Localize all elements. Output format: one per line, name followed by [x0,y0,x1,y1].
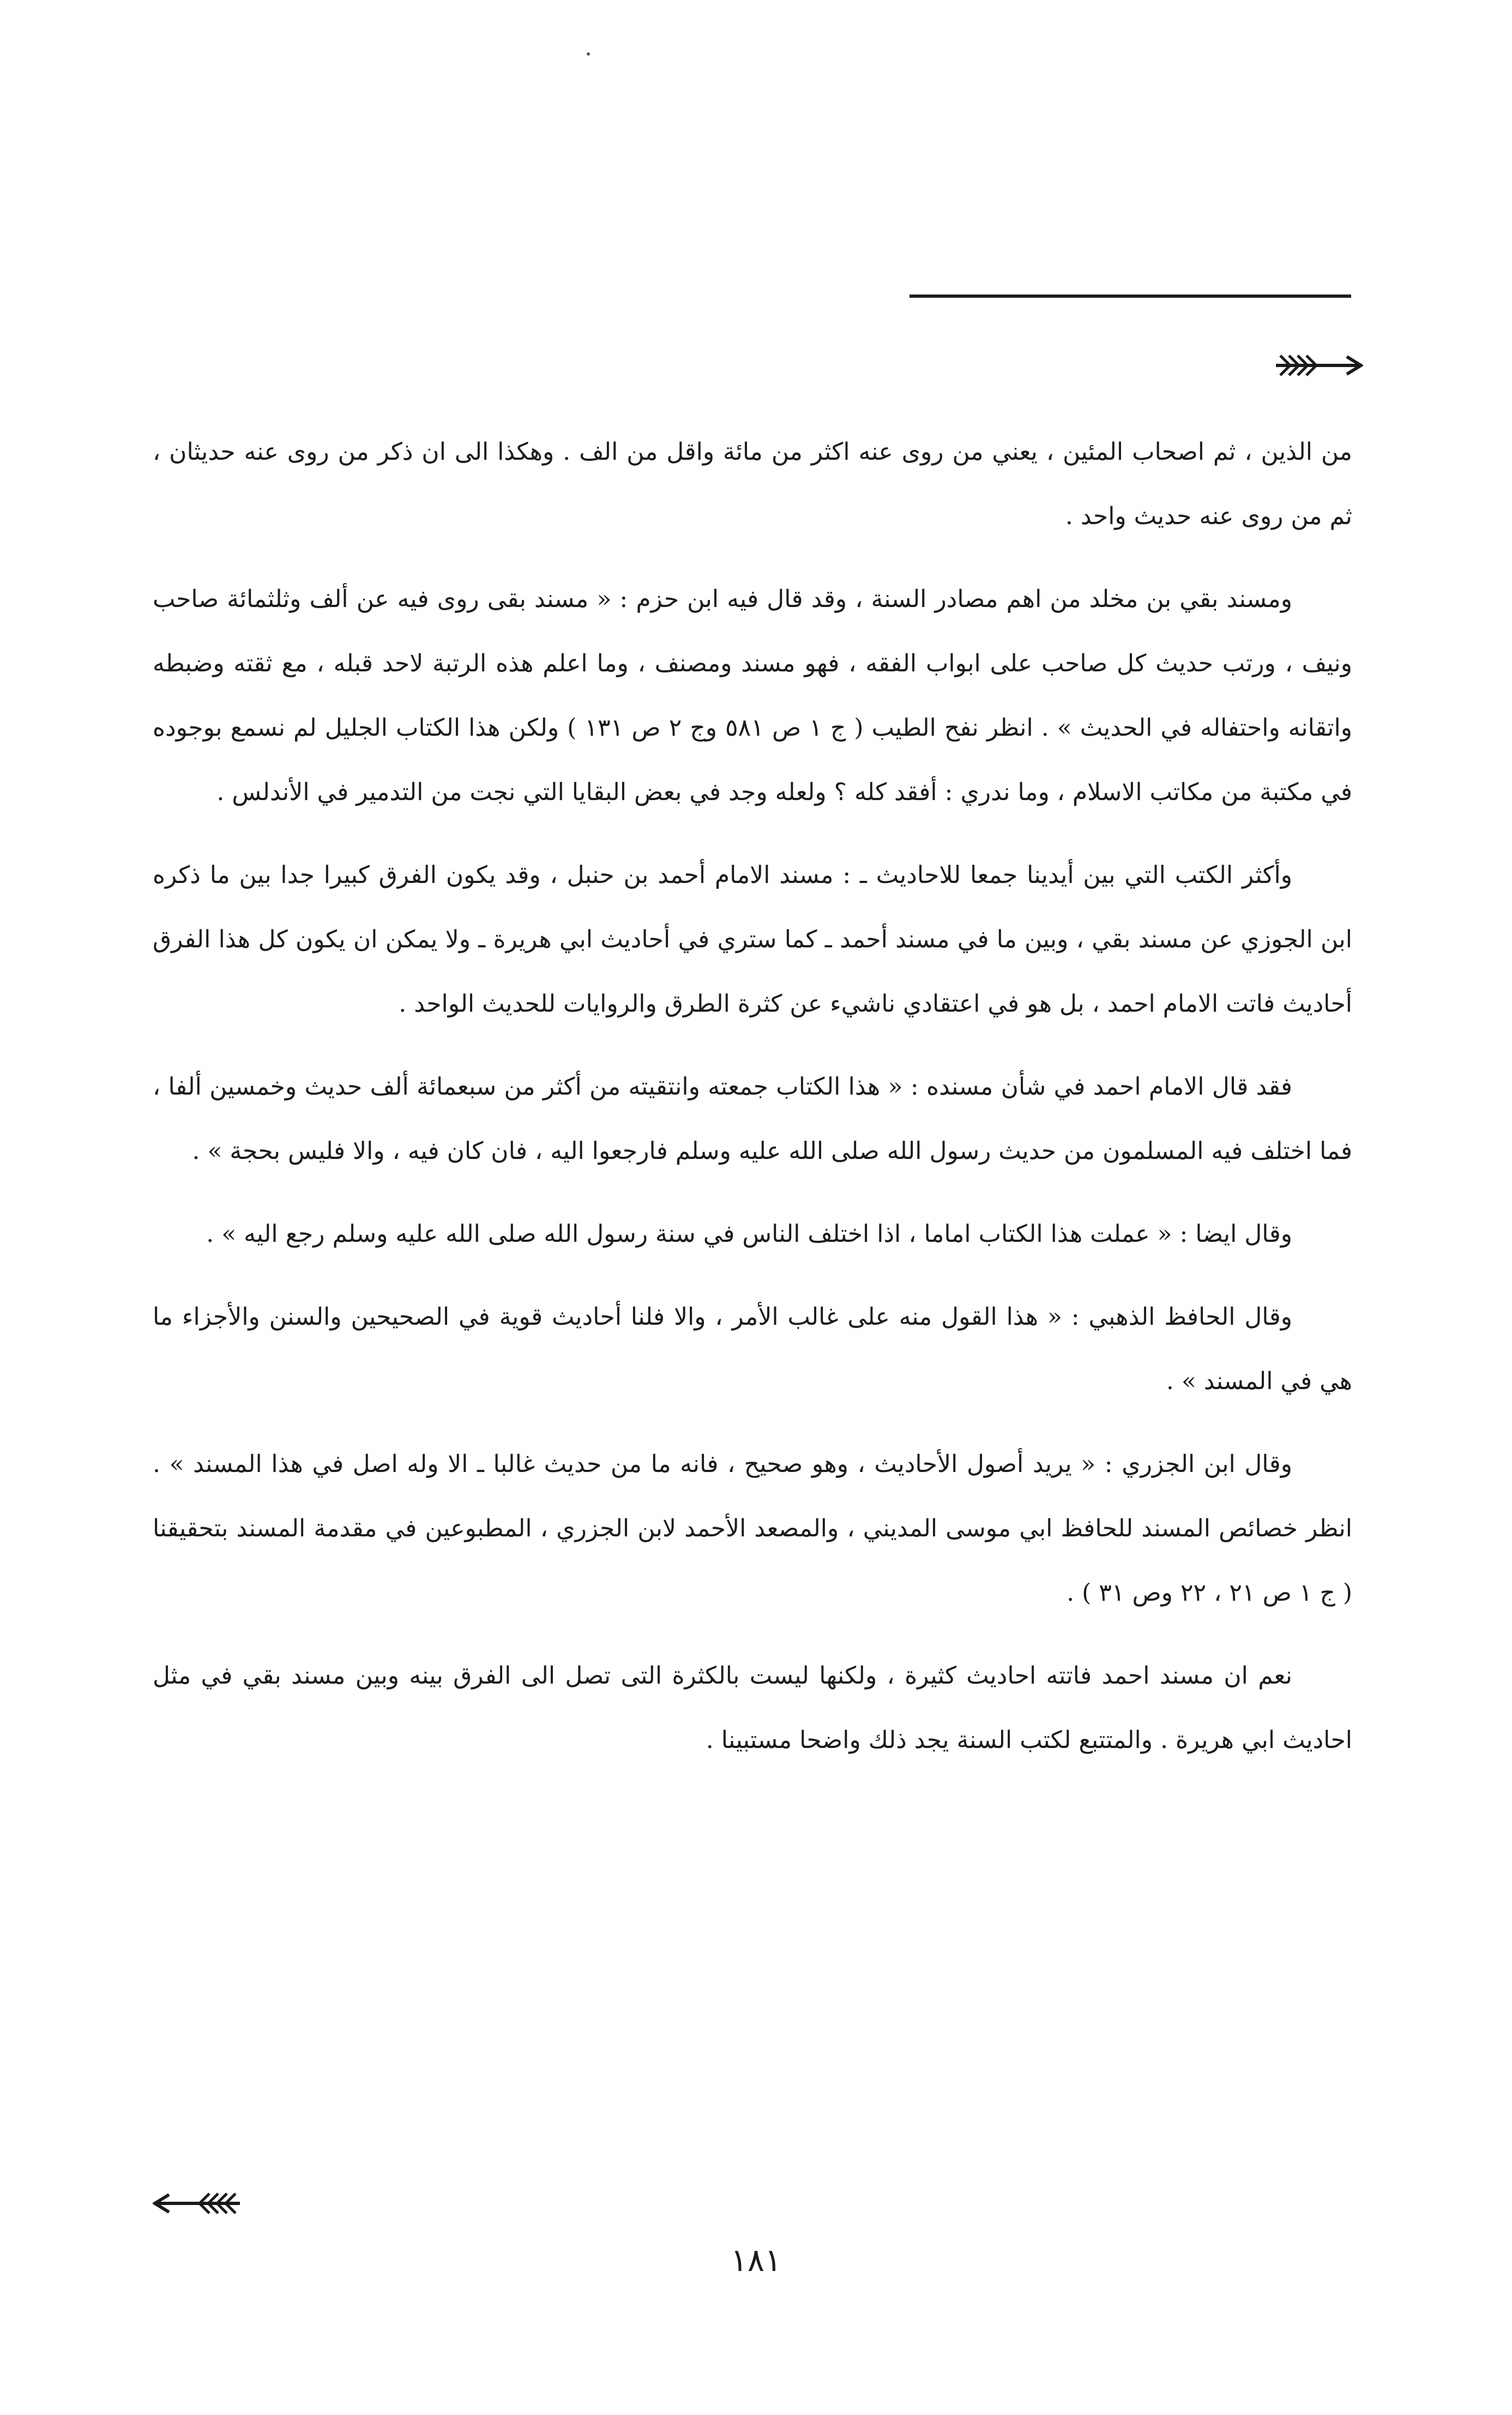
paragraph-1: من الذين ، ثم اصحاب المئين ، يعني من روى عنه اكثر من مائة واقل من الف . وهكذا الى ان ذكر من روى عنه حديثان ، ثم من روى عنه حديث واحد . [153,438,1352,530]
paragraph-3: وأكثر الكتب التي بين أيدينا جمعا للاحاديث ـ : مسند الامام أحمد بن حنبل ، وقد يكون الفرق كبيرا جدا بين ما ذكره ابن الجوزي عن مسند بقي ، وبين ما في مسند أحمد ـ كما ستري في أحاديث ابي هريرة ـ ولا يمكن ان يكون كل هذا الفرق أحاديث فاتت الامام احمد ، بل هو في اعتقادي ناشيء عن كثرة الطرق والروايات للحديث الواحد . [153,861,1352,1018]
page-number: ١٨١ [730,2242,782,2279]
paragraph-2: ومسند بقي بن مخلد من اهم مصادر السنة ، وقد قال فيه ابن حزم : « مسند بقى روى فيه عن ألف وثلثمائة صاحب ونيف ، ورتب حديث كل صاحب على ابواب الفقه ، فهو مسند ومصنف ، وما اعلم هذه الرتبة لاحد قبله ، مع ثقته وضبطه واتقانه واحتفاله في الحديث » . انظر نفح الطيب ( ج ١ ص ٥٨١ وج ٢ ص ١٣١ ) ولكن هذا الكتاب الجليل لم نسمع بوجوده في مكتبة من مكاتب الاسلام ، وما ندري : أفقد كله ؟ ولعله وجد في بعض البقايا التي نجت من التدمير في الأندلس . [153,585,1353,806]
paragraph-6: وقال الحافظ الذهبي : « هذا القول منه على غالب الأمر ، والا فلنا أحاديث قوية في الصحيحين والسنن والأجزاء ما هي في المسند » . [153,1303,1352,1395]
paragraph-5: وقال ايضا : « عملت هذا الكتاب اماما ، اذا اختلف الناس في سنة رسول الله صلى الله عليه وسلم رجع اليه » . [206,1220,1292,1248]
paragraph-7: وقال ابن الجزري : « يريد أصول الأحاديث ، وهو صحيح ، فانه ما من حديث غالبا ـ الا وله اصل في هذا المسند » . انظر خصائص المسند للحافظ ابي موسى المديني ، والمصعد الأحمد لابن الجزري ، المطبوعين في مقدمة المسند بتحقيقنا ( ج ١ ص ٢١ ، ٢٢ وص ٣١ ) . [153,1450,1352,1607]
ink-speck [587,52,590,56]
paragraph-8: نعم ان مسند احمد فاتته احاديث كثيرة ، ولكنها ليست بالكثرة التى تصل الى الفرق بينه وبين مسند بقي في مثل احاديث ابي هريرة . والمتتبع لكتب السنة يجد ذلك واضحا مستبينا . [153,1662,1352,1754]
footnote-separator-rule [909,295,1351,298]
footnote-text-block [153,420,1352,1791]
paragraph-4: فقد قال الامام احمد في شأن مسنده : « هذا الكتاب جمعته وانتقيته من أكثر من سبعمائة ألف حديث وخمسين ألفا ، فما اختلف فيه المسلمون من حديث رسول الله صلى الله عليه وسلم فارجعوا اليه ، فان كان فيه ، والا فليس بحجة » . [153,1073,1352,1165]
arrow-ornament-end-icon [153,2187,245,2220]
arrow-ornament-icon [1270,349,1363,382]
